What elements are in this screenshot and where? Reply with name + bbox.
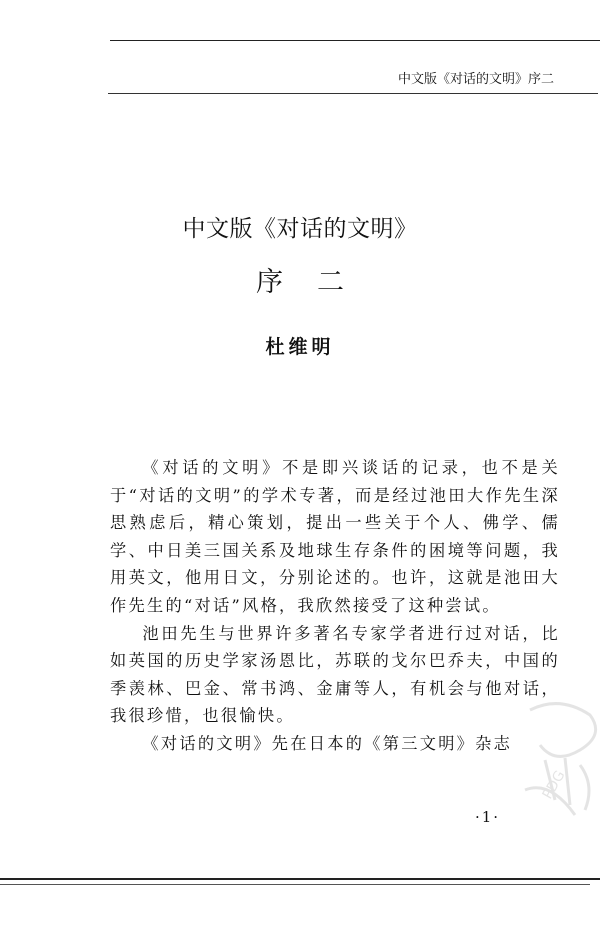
- top-rule: [110, 40, 600, 41]
- bottom-rule-thin: [0, 884, 590, 885]
- paragraph: 《对话的文明》不是即兴谈话的记录，也不是关于“对话的文明”的学术专著，而是经过池田大作先生深思熟虑后，精心策划，提出一些关于个人、佛学、儒学、中日美三国关系及地球生存条件的困境等问题，我用英文，他用日文，分别论述的。也许，这就是池田大作先生的“对话”风格，我欣然接受了这种尝试。: [110, 458, 560, 615]
- page-number: ·1·: [475, 808, 501, 826]
- pdg-watermark-seal: [520, 690, 600, 830]
- paragraph: 池田先生与世界许多著名专家学者进行过对话，比如英国的历史学家汤恩比，苏联的戈尔巴乔夫，中国的季羡林、巴金、常书鸿、金庸等人，有机会与他对话，我很珍惜，也很愉快。: [110, 623, 560, 726]
- bottom-rule: [0, 878, 600, 880]
- watermark-text: PDG: [539, 767, 569, 802]
- paragraph: 《对话的文明》先在日本的《第三文明》杂志: [142, 733, 513, 753]
- header-rule: [108, 93, 598, 94]
- chapter-subtitle: 序二: [256, 267, 378, 298]
- body-text: [110, 454, 560, 758]
- chapter-title: 中文版《对话的文明》: [182, 216, 418, 242]
- author-name: 杜维明: [265, 336, 335, 358]
- running-header: 中文版《对话的文明》序二: [397, 72, 554, 87]
